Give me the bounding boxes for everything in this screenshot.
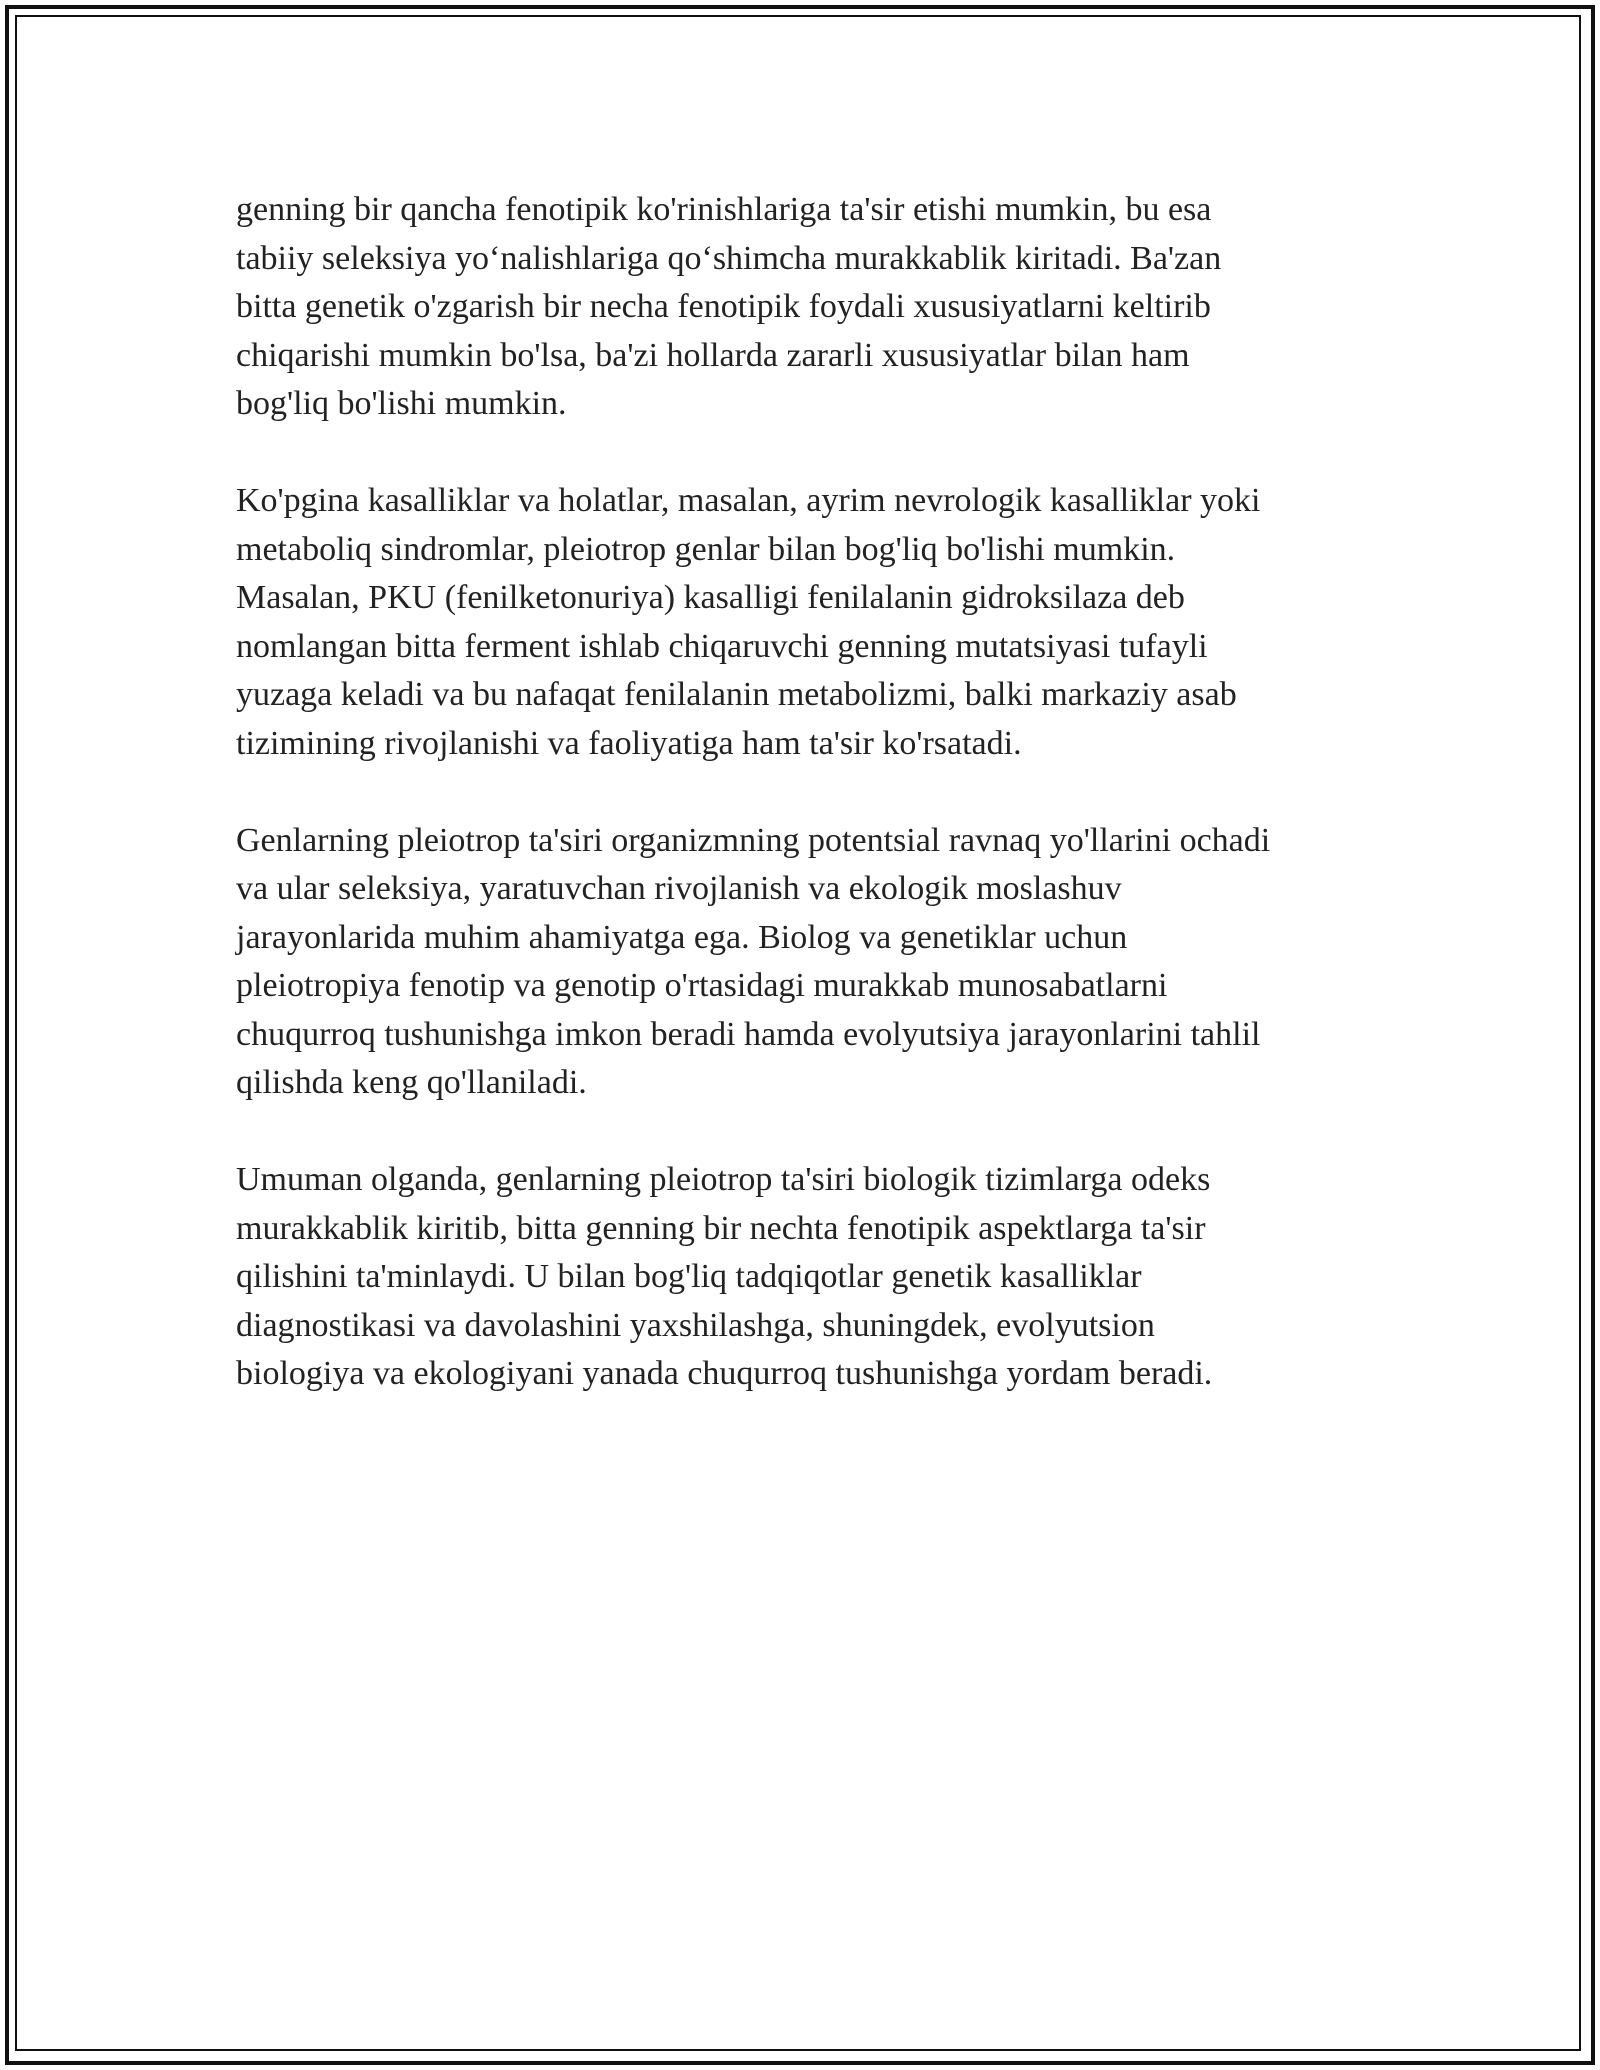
paragraph-diseases-pku: Ko'pgina kasalliklar va holatlar, masalan, ayrim nevrologik kasalliklar yoki metaboliq sindromlar, pleiotrop genlar bilan bog'liq bo'lishi mumkin. Masalan, PKU (fenilketonuriya) kasalligi fenilalanin gidroksilaza deb nomlangan bitta ferment ishlab chiqaruvchi genning mutatsiyasi tufayli yuzaga keladi va bu nafaqat fenilalanin metabolizmi, balki markaziy asab tizimining rivojlanishi va faoliyatiga ham ta'sir ko'rsatadi. — [236, 482, 1261, 762]
paragraph-conclusion: Umuman olganda, genlarning pleiotrop ta'siri biologik tizimlarga odeks murakkablik kiritib, bitta genning bir nechta fenotipik aspektlarga ta'sir qilishini ta'minlaydi. U bilan bog'liq tadqiqotlar genetik kasalliklar diagnostikasi va davolashini yaxshilashga, shuningdek, evolyutsion biologiya va ekologiyani yanada chuqurroq tushunishga yordam beradi. — [236, 1161, 1213, 1392]
paragraph-pleiotropy-intro: genning bir qancha fenotipik ko'rinishlariga ta'sir etishi mumkin, bu esa tabiiy seleksiya yo‘nalishlariga qo‘shimcha murakkablik kiritadi. Ba'zan bitta genetik o'zgarish bir necha fenotipik foydali xususiyatlarni keltirib chiqarishi mumkin bo'lsa, ba'zi hollarda zararli xususiyatlar bilan ham bog'liq bo'lishi mumkin. — [236, 191, 1222, 422]
document-body — [236, 186, 1366, 1447]
paragraph-evolution-significance: Genlarning pleiotrop ta'siri organizmning potentsial ravnaq yo'llarini ochadi va ular seleksiya, yaratuvchan rivojlanish va ekologik moslashuv jarayonlarida muhim ahamiyatga ega. Biolog va genetiklar uchun pleiotropiya fenotip va genotip o'rtasidagi murakkab munosabatlarni chuqurroq tushunishga imkon beradi hamda evolyutsiya jarayonlarini tahlil qilishda keng qo'llaniladi. — [236, 821, 1271, 1101]
